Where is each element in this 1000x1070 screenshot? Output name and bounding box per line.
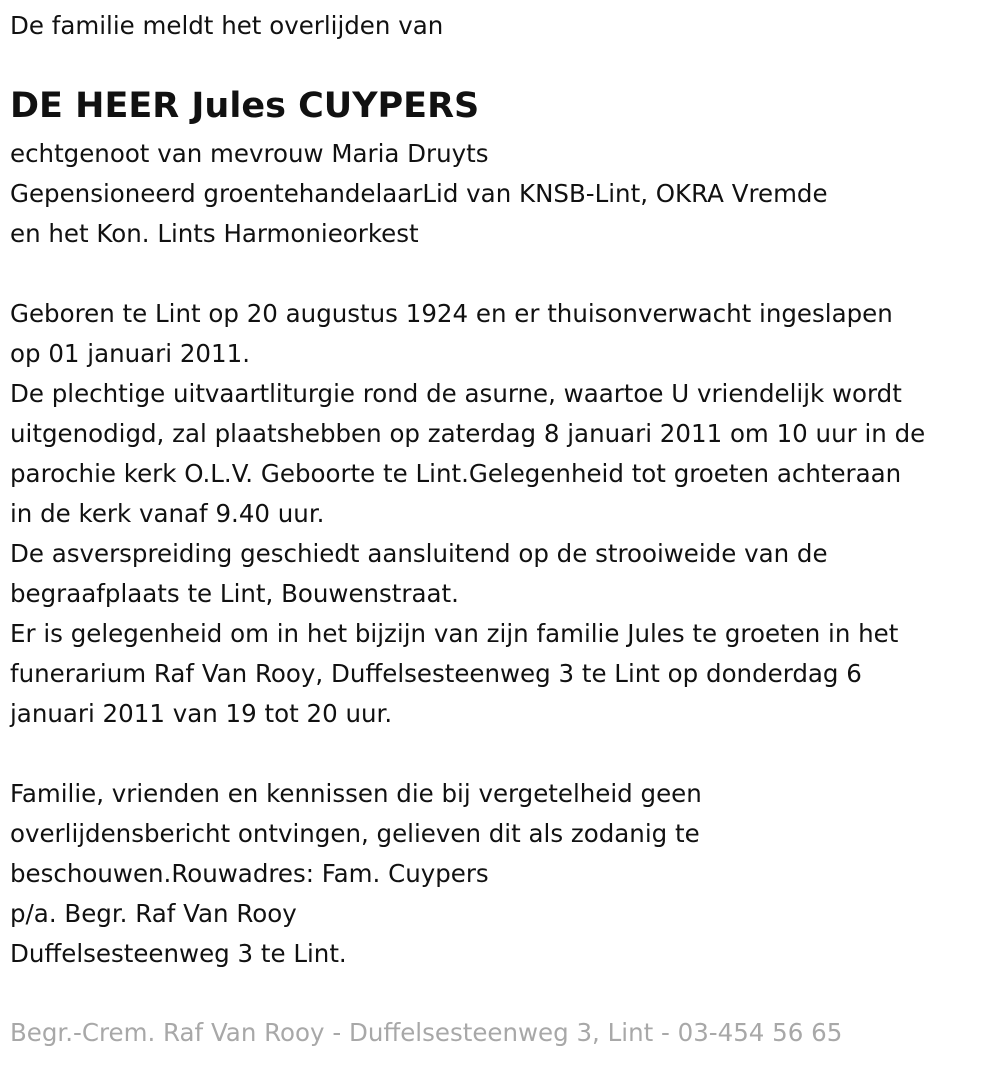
deceased-details: [10, 134, 828, 254]
body-line: in de kerk vanaf 9.40 uur.: [10, 499, 325, 528]
body-line: begraafplaats te Lint, Bouwenstraat.: [10, 579, 459, 608]
funeral-information: [10, 294, 925, 734]
closing-line: overlijdensbericht ontvingen, gelieven dit als zodanig te: [10, 819, 700, 848]
body-line: Geboren te Lint op 20 augustus 1924 en er thuisonverwacht ingeslapen: [10, 299, 893, 328]
closing-line: Duffelsesteenweg 3 te Lint.: [10, 939, 347, 968]
body-line: op 01 januari 2011.: [10, 339, 250, 368]
detail-line: echtgenoot van mevrouw Maria Druyts: [10, 139, 489, 168]
closing-notice: [10, 774, 702, 974]
detail-line: en het Kon. Lints Harmonieorkest: [10, 219, 419, 248]
closing-line: Familie, vrienden en kennissen die bij vergetelheid geen: [10, 779, 702, 808]
closing-line: beschouwen.Rouwadres: Fam. Cuypers: [10, 859, 489, 888]
body-line: funerarium Raf Van Rooy, Duffelsesteenweg 3 te Lint op donderdag 6: [10, 659, 862, 688]
closing-line: p/a. Begr. Raf Van Rooy: [10, 899, 297, 928]
body-line: januari 2011 van 19 tot 20 uur.: [10, 699, 393, 728]
detail-line: Gepensioneerd groentehandelaarLid van KNSB-Lint, OKRA Vremde: [10, 179, 828, 208]
deceased-name: DE HEER Jules CUYPERS: [10, 86, 480, 126]
intro-text: De familie meldt het overlijden van: [10, 11, 444, 40]
body-line: Er is gelegenheid om in het bijzijn van zijn familie Jules te groeten in het: [10, 619, 899, 648]
body-line: uitgenodigd, zal plaatshebben op zaterdag 8 januari 2011 om 10 uur in de: [10, 419, 926, 448]
body-line: De asverspreiding geschiedt aansluitend op de strooiweide van de: [10, 539, 828, 568]
body-line: De plechtige uitvaartliturgie rond de asurne, waartoe U vriendelijk wordt: [10, 379, 902, 408]
funeral-home-footer: Begr.-Crem. Raf Van Rooy - Duffelsesteenweg 3, Lint - 03-454 56 65: [10, 1018, 843, 1047]
body-line: parochie kerk O.L.V. Geboorte te Lint.Gelegenheid tot groeten achteraan: [10, 459, 902, 488]
